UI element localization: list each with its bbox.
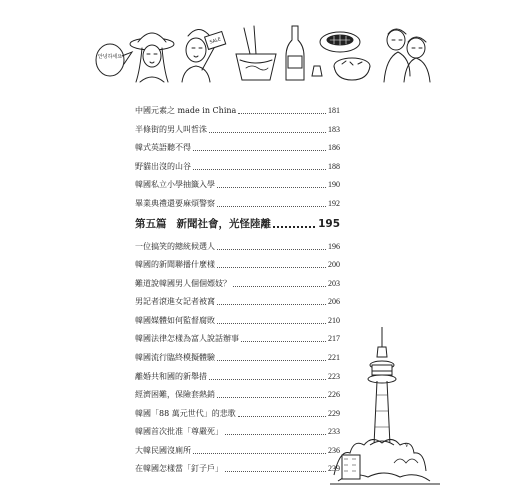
section-title: 新聞社會，光怪陸離 bbox=[176, 217, 271, 230]
toc-entry-title: 韓國媒體如何監督腐敗 bbox=[135, 315, 215, 325]
toc-entry-page: 239 bbox=[328, 464, 340, 474]
toc-entry[interactable] bbox=[135, 180, 340, 190]
toc-entry-page: 188 bbox=[328, 161, 340, 171]
toc-entry[interactable] bbox=[135, 199, 340, 209]
toc-entry[interactable] bbox=[135, 409, 340, 419]
toc-leader bbox=[217, 267, 326, 268]
toc-entry-page: 203 bbox=[328, 278, 340, 288]
table-of-contents bbox=[135, 106, 340, 483]
toc-leader bbox=[217, 397, 326, 398]
bibimbap-bowl-icon bbox=[334, 58, 370, 80]
toc-entry-title: 男記者滾進女記者被窩 bbox=[135, 297, 215, 307]
toc-entry-title: 半條街的男人叫哲洙 bbox=[135, 124, 207, 134]
toc-entry[interactable] bbox=[135, 260, 340, 270]
toc-entry-page: 210 bbox=[328, 315, 340, 325]
toc-entry-page: 192 bbox=[328, 198, 340, 208]
toc-entry[interactable] bbox=[135, 162, 340, 172]
toc-leader bbox=[241, 341, 326, 342]
toc-entry-page: 183 bbox=[328, 124, 340, 134]
toc-entry-title: 野貓出沒的山谷 bbox=[135, 161, 191, 171]
toc-entry-title: 畢業典禮還要麻煩警察 bbox=[135, 198, 215, 208]
toc-leader bbox=[209, 132, 326, 133]
toc-entry[interactable] bbox=[135, 279, 340, 289]
toc-entry[interactable] bbox=[135, 390, 340, 400]
sign-1-text: 안녕하세요 bbox=[97, 54, 123, 60]
toc-leader bbox=[225, 471, 326, 472]
toc-leader bbox=[225, 434, 326, 435]
toc-leader bbox=[217, 187, 326, 188]
toc-entry-page: 226 bbox=[328, 390, 340, 400]
toc-leader bbox=[193, 453, 326, 454]
toc-entry[interactable] bbox=[135, 464, 340, 474]
n-seoul-tower-icon bbox=[330, 325, 440, 485]
toc-entry[interactable] bbox=[135, 297, 340, 307]
toc-entry[interactable] bbox=[135, 242, 340, 252]
grilled-fish-icon bbox=[320, 32, 360, 52]
toc-leader bbox=[217, 206, 326, 207]
toc-entry-page: 236 bbox=[328, 445, 340, 455]
toc-leader bbox=[217, 323, 326, 324]
toc-entry-page: 186 bbox=[328, 143, 340, 153]
toc-leader bbox=[193, 169, 326, 170]
toc-entry-title: 韓國首次批准「尊嚴死」 bbox=[135, 427, 223, 437]
speech-bubble-1 bbox=[96, 44, 132, 76]
toc-entry[interactable] bbox=[135, 125, 340, 135]
toc-entry-page: 223 bbox=[328, 371, 340, 381]
toc-entry-page: 196 bbox=[328, 241, 340, 251]
toc-entry[interactable] bbox=[135, 372, 340, 382]
toc-entry-title: 在韓國怎樣當「釘子戶」 bbox=[135, 464, 223, 474]
page-number: v bbox=[405, 441, 409, 449]
woman-with-hat-icon bbox=[130, 33, 174, 82]
toc-entry-page: 181 bbox=[328, 106, 340, 115]
toc-leader bbox=[217, 304, 326, 305]
toc-entry-title: 大韓民國沒廁所 bbox=[135, 445, 191, 455]
toc-entry-page: 190 bbox=[328, 180, 340, 190]
toc-entry-title: 韓國的新聞聯播什麼樣 bbox=[135, 260, 215, 270]
toc-entry-title: 韓國流行臨終模擬體驗 bbox=[135, 353, 215, 363]
toc-entry-title: 一位搞笑的總統候選人 bbox=[135, 241, 215, 251]
toc-leader bbox=[238, 416, 326, 417]
header-illustration bbox=[90, 20, 440, 85]
section-label: 第五篇 bbox=[135, 217, 167, 230]
toc-entry-page: 217 bbox=[328, 334, 340, 344]
toc-entry[interactable] bbox=[135, 353, 340, 363]
soju-bottle-icon bbox=[286, 26, 322, 80]
toc-entry-page: 221 bbox=[328, 353, 340, 363]
toc-entry[interactable] bbox=[135, 143, 340, 153]
toc-leader bbox=[238, 113, 326, 114]
toc-entry-title: 韓國法律怎樣為富人說話辦事 bbox=[135, 334, 239, 344]
section-page: 195 bbox=[318, 217, 340, 230]
toc-entry-title: 難道說韓國男人個個嫖妓？ bbox=[135, 278, 231, 288]
toc-entry-title: 韓國「88 萬元世代」的悲歌 bbox=[135, 408, 236, 418]
toc-entry-title: 中國元素之 made in China bbox=[135, 106, 237, 115]
toc-entry-page: 233 bbox=[328, 427, 340, 437]
toc-entry[interactable] bbox=[135, 427, 340, 437]
toc-leader bbox=[193, 150, 326, 151]
two-people-icon bbox=[384, 29, 430, 82]
toc-entry-page: 200 bbox=[328, 260, 340, 270]
toc-entry-title: 韓式英語聽不得 bbox=[135, 143, 191, 153]
toc-leader bbox=[233, 286, 326, 287]
toc-entry[interactable] bbox=[135, 106, 340, 116]
sign-2-text: SALE bbox=[209, 37, 222, 46]
section-heading[interactable] bbox=[135, 218, 340, 231]
toc-entry-title: 經濟困難，保險套熱銷 bbox=[135, 390, 215, 400]
toc-leader bbox=[209, 379, 326, 380]
toc-group-b bbox=[135, 242, 340, 475]
toc-entry[interactable] bbox=[135, 316, 340, 326]
toc-entry-page: 229 bbox=[328, 408, 340, 418]
section-leader bbox=[273, 226, 315, 228]
toc-entry-title: 離婚共和國的新舉措 bbox=[135, 371, 207, 381]
toc-leader bbox=[217, 360, 326, 361]
toc-entry-page: 206 bbox=[328, 297, 340, 307]
toc-entry[interactable] bbox=[135, 446, 340, 456]
toc-entry[interactable] bbox=[135, 334, 340, 344]
toc-group-a bbox=[135, 106, 340, 209]
toc-entry-title: 韓國私立小學抽籤入學 bbox=[135, 180, 215, 190]
toc-leader bbox=[217, 249, 326, 250]
bowl-of-ramen-icon bbox=[236, 26, 276, 80]
